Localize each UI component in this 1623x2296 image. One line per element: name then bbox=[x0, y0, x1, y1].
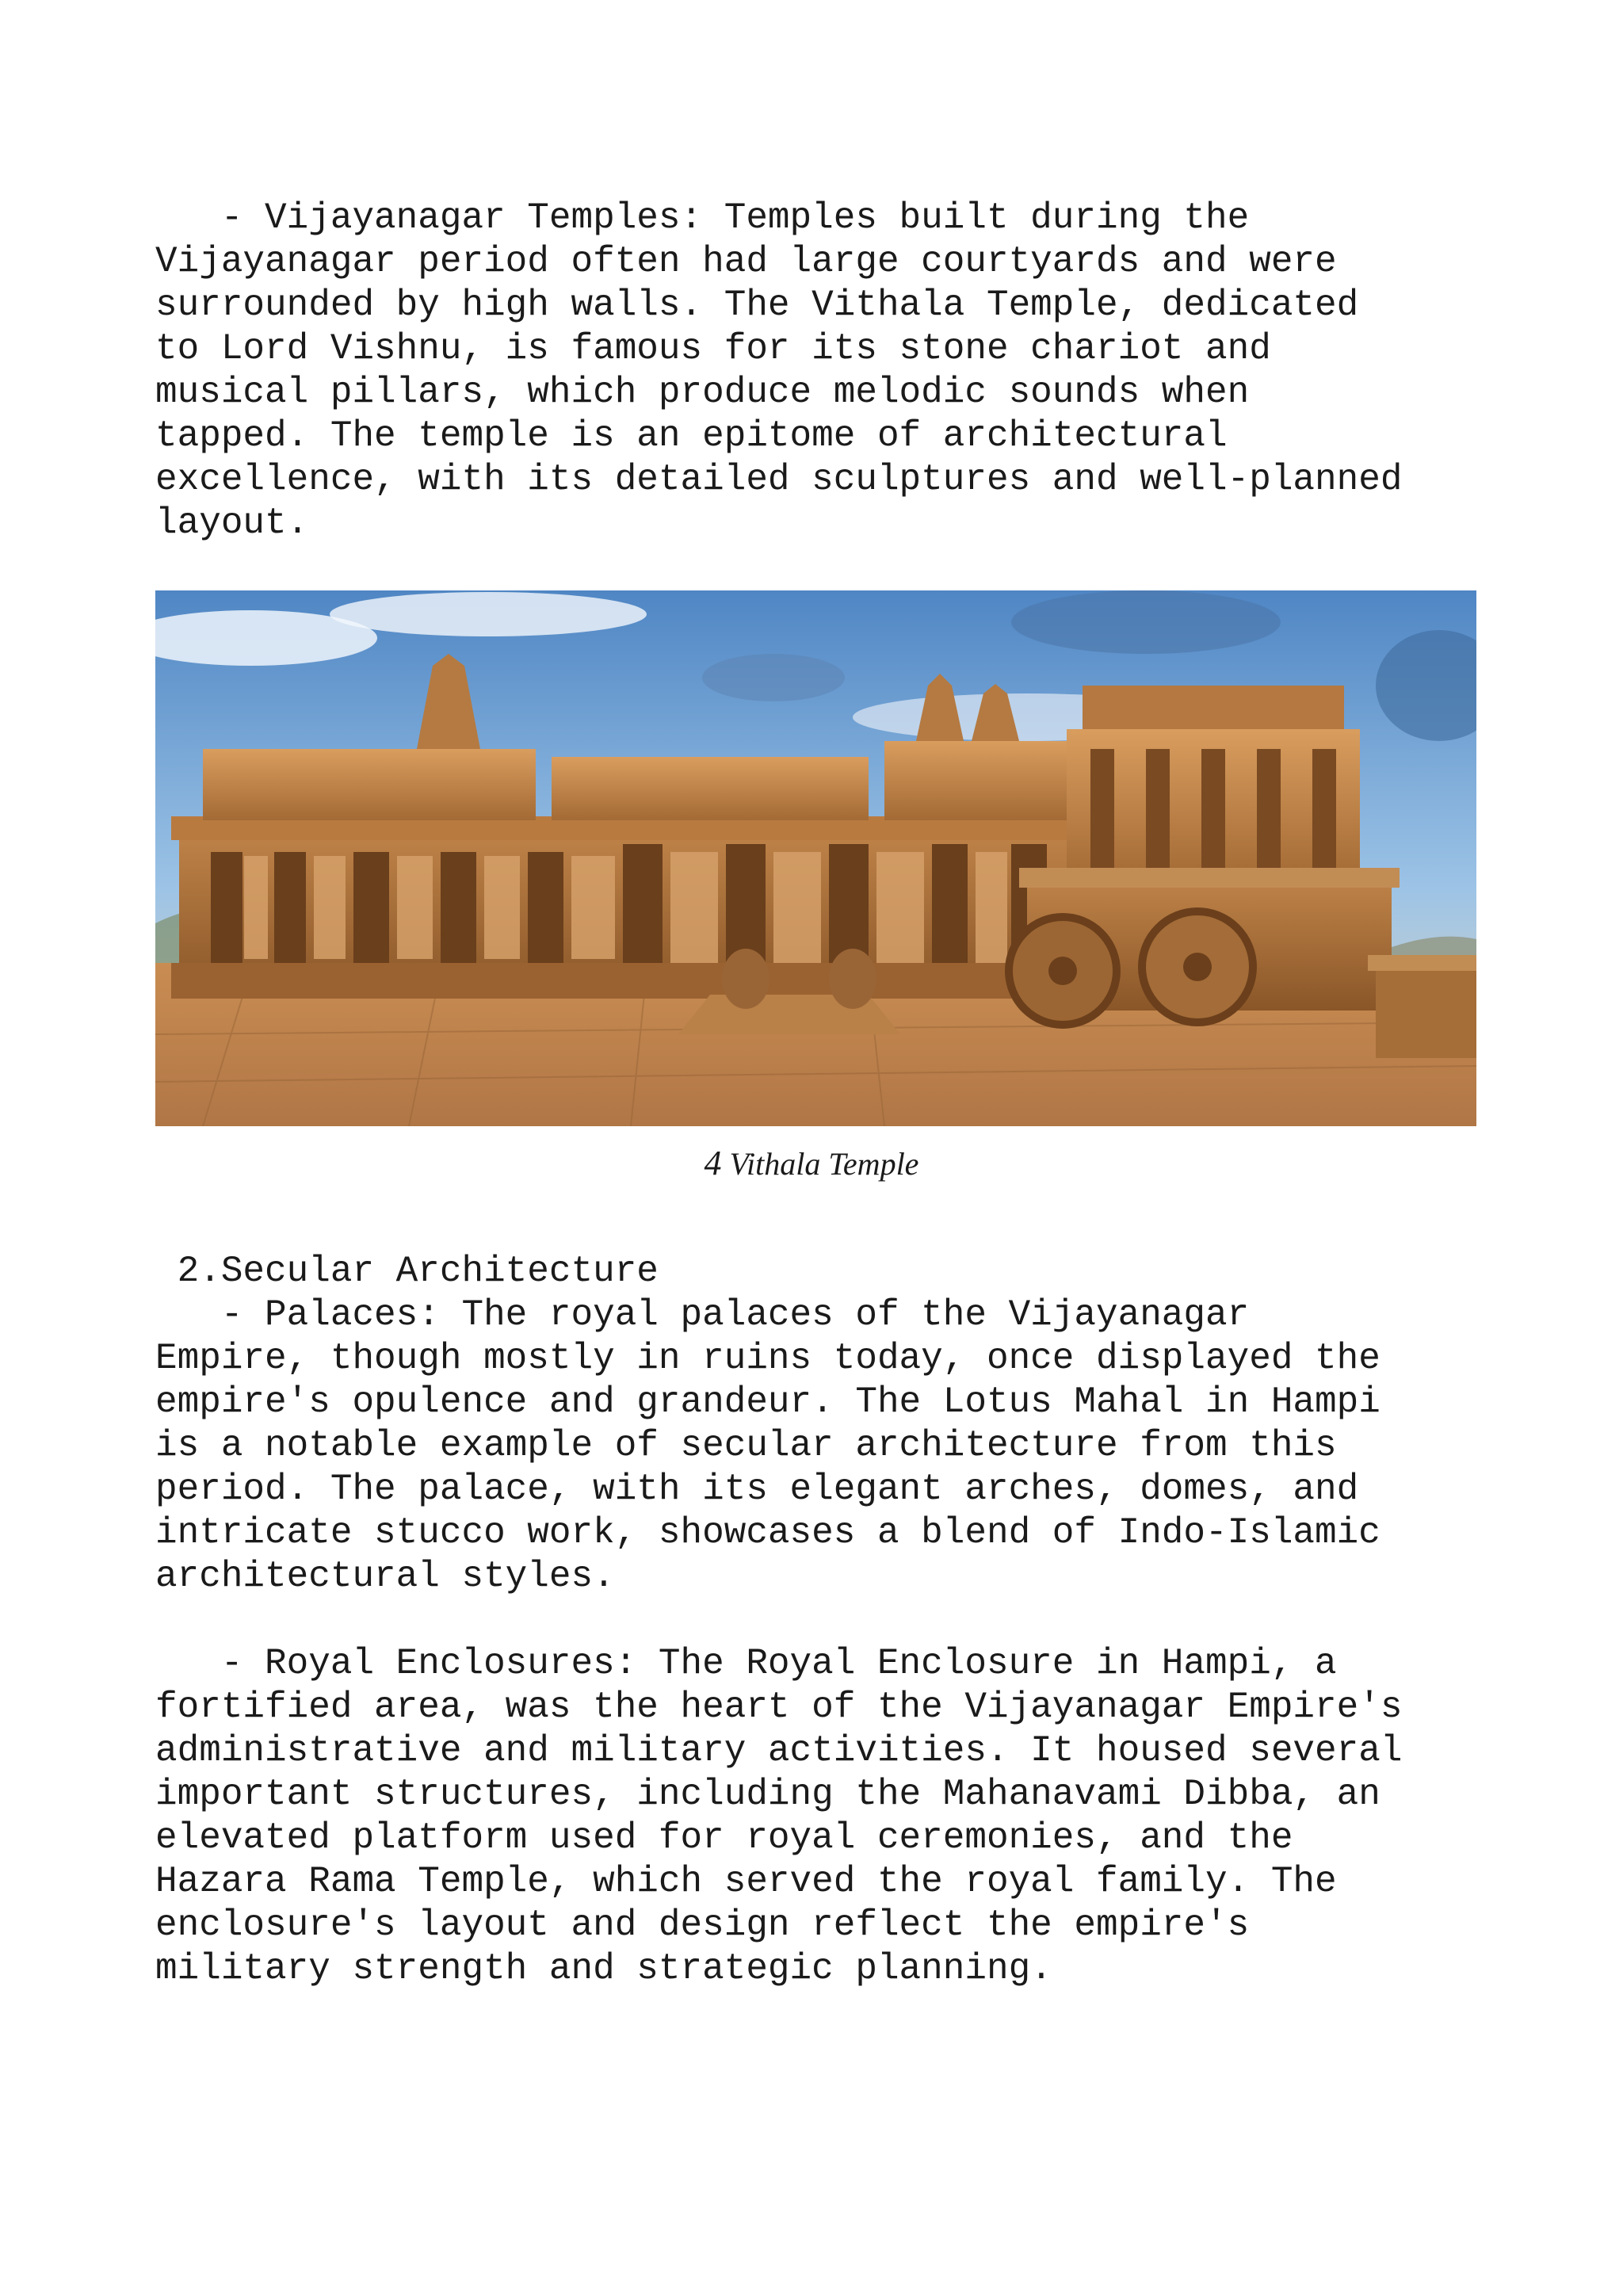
text-line: Vijayanagar period often had large courtyards and were bbox=[155, 241, 1337, 282]
text-line: musical pillars, which produce melodic sounds when bbox=[155, 372, 1250, 413]
text-line: - Royal Enclosures: The Royal Enclosure in Hampi, a bbox=[155, 1643, 1337, 1684]
text-line: Hazara Rama Temple, which served the royal family. The bbox=[155, 1861, 1337, 1902]
text-line: is a notable example of secular architecture from this bbox=[155, 1425, 1337, 1466]
vithala-temple-photo bbox=[155, 590, 1476, 1126]
paragraph-royal-enclosures bbox=[155, 1642, 1503, 1991]
text-line: military strength and strategic planning. bbox=[155, 1948, 1052, 1989]
text-line: surrounded by high walls. The Vithala Temple, dedicated bbox=[155, 285, 1359, 326]
text-line: tapped. The temple is an epitome of architectural bbox=[155, 415, 1228, 457]
paragraph-vijayanagar-temples bbox=[155, 197, 1503, 545]
text-line: empire's opulence and grandeur. The Lotus Mahal in Hampi bbox=[155, 1381, 1381, 1423]
text-line: layout. bbox=[155, 502, 309, 544]
section-heading-secular-architecture: 2.Secular Architecture bbox=[155, 1251, 659, 1292]
paragraph-palaces bbox=[155, 1293, 1503, 1599]
figure-caption-text: Vithala Temple bbox=[729, 1146, 919, 1182]
text-line: to Lord Vishnu, is famous for its stone chariot and bbox=[155, 328, 1271, 369]
text-line: administrative and military activities. It housed several bbox=[155, 1730, 1403, 1771]
text-line: - Palaces: The royal palaces of the Vijayanagar bbox=[155, 1294, 1250, 1335]
text-line: - Vijayanagar Temples: Temples built during the bbox=[155, 197, 1250, 239]
text-line: intricate stucco work, showcases a blend of Indo-Islamic bbox=[155, 1512, 1381, 1553]
text-line: elevated platform used for royal ceremonies, and the bbox=[155, 1817, 1293, 1859]
text-line: excellence, with its detailed sculptures and well-planned bbox=[155, 459, 1403, 500]
text-line: fortified area, was the heart of the Vijayanagar Empire's bbox=[155, 1687, 1403, 1728]
text-line: enclosure's layout and design reflect the empire's bbox=[155, 1904, 1250, 1946]
text-line: important structures, including the Mahanavami Dibba, an bbox=[155, 1774, 1381, 1815]
text-line: period. The palace, with its elegant arches, domes, and bbox=[155, 1469, 1359, 1510]
text-line: architectural styles. bbox=[155, 1556, 615, 1597]
text-line: Empire, though mostly in ruins today, once displayed the bbox=[155, 1338, 1381, 1379]
figure-caption bbox=[0, 1144, 1623, 1184]
figure-number: 4 bbox=[704, 1144, 722, 1182]
